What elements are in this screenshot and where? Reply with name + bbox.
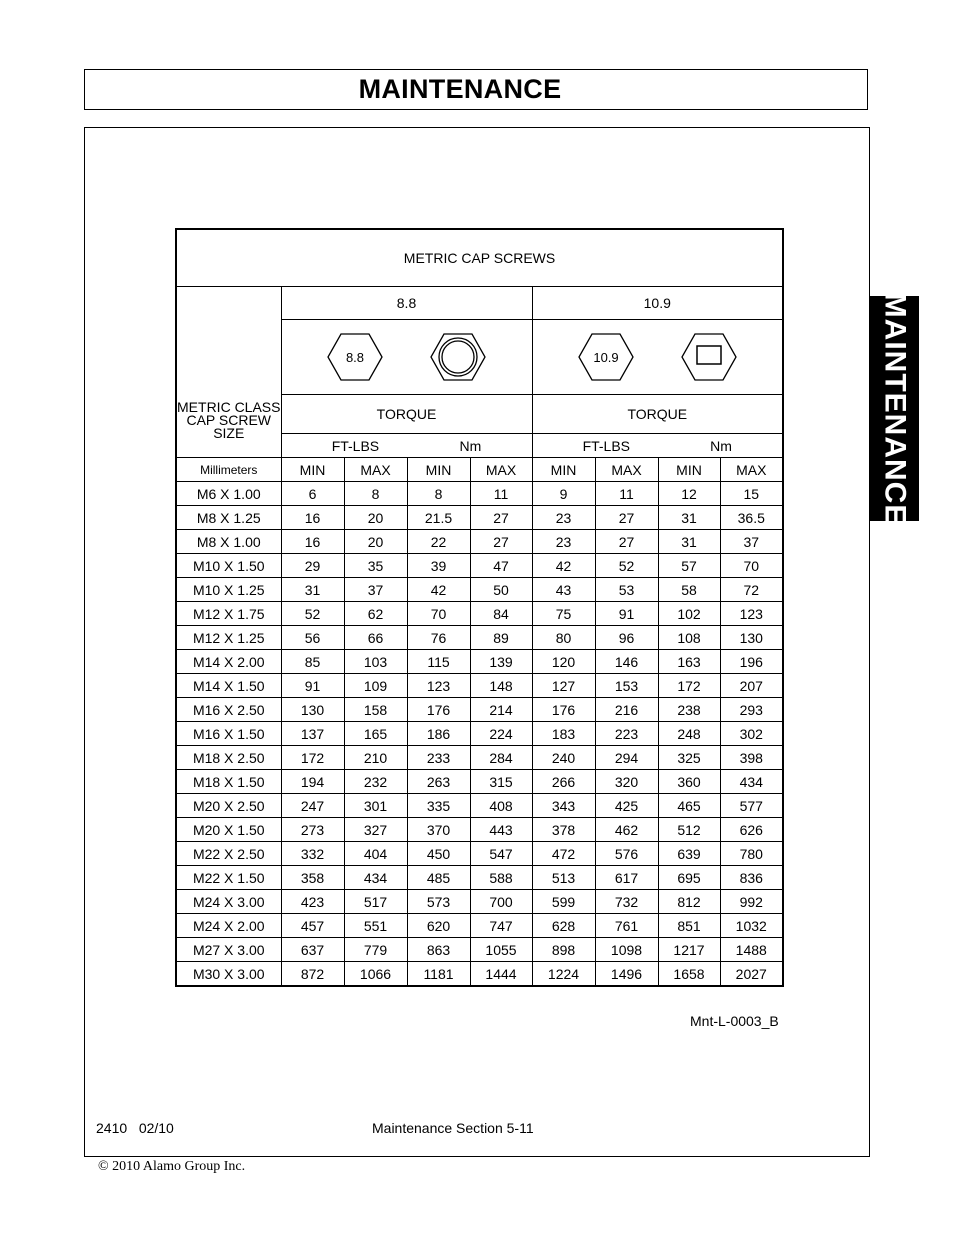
torque-value-cell: 512	[658, 818, 720, 842]
torque-value-cell: 11	[470, 482, 532, 506]
torque-value-cell: 472	[532, 842, 595, 866]
torque-value-cell: 148	[470, 674, 532, 698]
table-row	[176, 578, 783, 602]
torque-value-cell: 320	[595, 770, 658, 794]
torque-value-cell: 301	[344, 794, 407, 818]
torque-value-cell: 232	[344, 770, 407, 794]
torque-value-cell: 23	[532, 530, 595, 554]
table-row	[176, 770, 783, 794]
torque-value-cell: 58	[658, 578, 720, 602]
torque-value-cell: 695	[658, 866, 720, 890]
torque-value-cell: 747	[470, 914, 532, 938]
torque-value-cell: 146	[595, 650, 658, 674]
torque-value-cell: 183	[532, 722, 595, 746]
torque-value-cell: 9	[532, 482, 595, 506]
torque-value-cell: 210	[344, 746, 407, 770]
col-header-min: MIN	[281, 458, 344, 482]
page-title: MAINTENANCE	[358, 74, 562, 104]
side-tab-label: MAINTENANCE	[878, 292, 912, 525]
torque-value-cell: 103	[344, 650, 407, 674]
torque-value-cell: 423	[281, 890, 344, 914]
torque-value-cell: 139	[470, 650, 532, 674]
torque-value-cell: 812	[658, 890, 720, 914]
table-row	[176, 938, 783, 962]
table-row	[176, 890, 783, 914]
table-row	[176, 506, 783, 530]
figure-reference-code: Mnt-L-0003_B	[690, 1013, 779, 1029]
torque-value-cell: 434	[344, 866, 407, 890]
torque-value-cell: 465	[658, 794, 720, 818]
torque-value-cell: 214	[470, 698, 532, 722]
torque-value-cell: 6	[281, 482, 344, 506]
table-row	[176, 866, 783, 890]
torque-value-cell: 360	[658, 770, 720, 794]
torque-value-cell: 172	[658, 674, 720, 698]
torque-value-cell: 11	[595, 482, 658, 506]
torque-value-cell: 163	[658, 650, 720, 674]
torque-value-cell: 31	[281, 578, 344, 602]
col-header-min: MIN	[658, 458, 720, 482]
socket-head-circle-icon	[430, 332, 486, 382]
torque-value-cell: 780	[720, 842, 783, 866]
torque-value-cell: 36.5	[720, 506, 783, 530]
screw-size-cell: M30 X 3.00	[176, 962, 281, 987]
units-cell-10-9	[532, 434, 783, 458]
torque-value-cell: 294	[595, 746, 658, 770]
size-label-line-3: SIZE	[213, 425, 245, 441]
table-title: METRIC CAP SCREWS	[176, 229, 783, 287]
unit-ft-lbs: FT-LBS	[582, 437, 631, 454]
torque-value-cell: 434	[720, 770, 783, 794]
torque-value-cell: 176	[532, 698, 595, 722]
torque-value-cell: 123	[720, 602, 783, 626]
torque-value-cell: 779	[344, 938, 407, 962]
table-row	[176, 602, 783, 626]
torque-value-cell: 16	[281, 530, 344, 554]
torque-value-cell: 732	[595, 890, 658, 914]
torque-value-cell: 1217	[658, 938, 720, 962]
torque-value-cell: 576	[595, 842, 658, 866]
col-header-max: MAX	[720, 458, 783, 482]
torque-value-cell: 20	[344, 530, 407, 554]
torque-value-cell: 617	[595, 866, 658, 890]
torque-value-cell: 263	[407, 770, 470, 794]
table-row	[176, 530, 783, 554]
screw-size-cell: M22 X 2.50	[176, 842, 281, 866]
torque-value-cell: 207	[720, 674, 783, 698]
torque-value-cell: 23	[532, 506, 595, 530]
torque-value-cell: 457	[281, 914, 344, 938]
torque-value-cell: 517	[344, 890, 407, 914]
torque-value-cell: 35	[344, 554, 407, 578]
torque-value-cell: 130	[720, 626, 783, 650]
torque-value-cell: 27	[595, 530, 658, 554]
screw-size-cell: M20 X 1.50	[176, 818, 281, 842]
torque-value-cell: 335	[407, 794, 470, 818]
screw-size-cell: M16 X 2.50	[176, 698, 281, 722]
torque-value-cell: 39	[407, 554, 470, 578]
screw-size-cell: M14 X 2.00	[176, 650, 281, 674]
torque-value-cell: 172	[281, 746, 344, 770]
torque-value-cell: 247	[281, 794, 344, 818]
table-row	[176, 842, 783, 866]
section-side-tab	[869, 292, 919, 525]
torque-value-cell: 315	[470, 770, 532, 794]
torque-value-cell: 851	[658, 914, 720, 938]
torque-value-cell: 120	[532, 650, 595, 674]
torque-value-cell: 47	[470, 554, 532, 578]
torque-value-cell: 89	[470, 626, 532, 650]
torque-value-cell: 302	[720, 722, 783, 746]
torque-value-cell: 96	[595, 626, 658, 650]
col-header-min: MIN	[532, 458, 595, 482]
torque-value-cell: 599	[532, 890, 595, 914]
torque-value-cell: 836	[720, 866, 783, 890]
hex-head-10-9-icon	[578, 332, 634, 382]
table-row	[176, 914, 783, 938]
torque-value-cell: 57	[658, 554, 720, 578]
table-row	[176, 722, 783, 746]
torque-value-cell: 75	[532, 602, 595, 626]
torque-value-cell: 37	[720, 530, 783, 554]
torque-value-cell: 15	[720, 482, 783, 506]
torque-value-cell: 53	[595, 578, 658, 602]
torque-value-cell: 27	[595, 506, 658, 530]
icons-cell-10-9	[532, 320, 783, 395]
torque-value-cell: 42	[532, 554, 595, 578]
col-header-max: MAX	[344, 458, 407, 482]
torque-value-cell: 1224	[532, 962, 595, 987]
torque-value-cell: 620	[407, 914, 470, 938]
screw-size-cell: M24 X 3.00	[176, 890, 281, 914]
screw-size-cell: M18 X 2.50	[176, 746, 281, 770]
torque-value-cell: 224	[470, 722, 532, 746]
torque-value-cell: 27	[470, 530, 532, 554]
torque-value-cell: 196	[720, 650, 783, 674]
torque-value-cell: 12	[658, 482, 720, 506]
table-row	[176, 962, 783, 987]
torque-value-cell: 102	[658, 602, 720, 626]
torque-value-cell: 358	[281, 866, 344, 890]
torque-value-cell: 66	[344, 626, 407, 650]
torque-value-cell: 8	[344, 482, 407, 506]
torque-value-cell: 700	[470, 890, 532, 914]
torque-value-cell: 761	[595, 914, 658, 938]
unit-nm: Nm	[459, 437, 482, 454]
torque-value-cell: 626	[720, 818, 783, 842]
torque-value-cell: 22	[407, 530, 470, 554]
torque-value-cell: 485	[407, 866, 470, 890]
torque-value-cell: 42	[407, 578, 470, 602]
table-row	[176, 482, 783, 506]
torque-value-cell: 1181	[407, 962, 470, 987]
torque-value-cell: 293	[720, 698, 783, 722]
table-row	[176, 674, 783, 698]
screw-size-cell: M10 X 1.50	[176, 554, 281, 578]
torque-value-cell: 70	[407, 602, 470, 626]
torque-value-cell: 327	[344, 818, 407, 842]
torque-value-cell: 76	[407, 626, 470, 650]
torque-value-cell: 378	[532, 818, 595, 842]
icons-cell-8-8	[281, 320, 532, 395]
torque-value-cell: 50	[470, 578, 532, 602]
torque-value-cell: 37	[344, 578, 407, 602]
torque-value-cell: 137	[281, 722, 344, 746]
torque-value-cell: 450	[407, 842, 470, 866]
torque-value-cell: 238	[658, 698, 720, 722]
torque-value-cell: 872	[281, 962, 344, 987]
torque-value-cell: 16	[281, 506, 344, 530]
header-box	[84, 69, 868, 110]
table-row	[176, 626, 783, 650]
col-header-max: MAX	[470, 458, 532, 482]
torque-value-cell: 284	[470, 746, 532, 770]
copyright: © 2010 Alamo Group Inc.	[98, 1159, 246, 1174]
torque-value-cell: 577	[720, 794, 783, 818]
socket-head-square-icon	[681, 332, 737, 382]
torque-value-cell: 1658	[658, 962, 720, 987]
screw-size-cell: M16 X 1.50	[176, 722, 281, 746]
torque-value-cell: 551	[344, 914, 407, 938]
metric-cap-screw-torque-table	[175, 228, 784, 987]
torque-value-cell: 223	[595, 722, 658, 746]
table-row	[176, 794, 783, 818]
size-label-line-2: CAP SCREW	[186, 412, 272, 428]
torque-value-cell: 462	[595, 818, 658, 842]
torque-value-cell: 8	[407, 482, 470, 506]
hex-label-8-8: 8.8	[345, 350, 365, 365]
torque-value-cell: 1444	[470, 962, 532, 987]
torque-value-cell: 130	[281, 698, 344, 722]
torque-value-cell: 91	[595, 602, 658, 626]
torque-value-cell: 176	[407, 698, 470, 722]
table-row	[176, 746, 783, 770]
screw-size-cell: M20 X 2.50	[176, 794, 281, 818]
screw-size-cell: M10 X 1.25	[176, 578, 281, 602]
col-header-max: MAX	[595, 458, 658, 482]
torque-value-cell: 27	[470, 506, 532, 530]
torque-value-cell: 70	[720, 554, 783, 578]
torque-value-cell: 1066	[344, 962, 407, 987]
torque-value-cell: 325	[658, 746, 720, 770]
torque-value-cell: 56	[281, 626, 344, 650]
table-row	[176, 818, 783, 842]
torque-value-cell: 85	[281, 650, 344, 674]
torque-value-cell: 443	[470, 818, 532, 842]
table-row	[176, 650, 783, 674]
torque-value-cell: 573	[407, 890, 470, 914]
screw-size-cell: M6 X 1.00	[176, 482, 281, 506]
torque-value-cell: 158	[344, 698, 407, 722]
torque-value-cell: 513	[532, 866, 595, 890]
torque-value-cell: 408	[470, 794, 532, 818]
torque-value-cell: 31	[658, 506, 720, 530]
torque-value-cell: 52	[281, 602, 344, 626]
torque-value-cell: 1055	[470, 938, 532, 962]
footer-model-date: 2410 02/10	[96, 1120, 174, 1136]
torque-value-cell: 637	[281, 938, 344, 962]
torque-value-cell: 240	[532, 746, 595, 770]
screw-size-cell: M12 X 1.75	[176, 602, 281, 626]
torque-value-cell: 153	[595, 674, 658, 698]
torque-value-cell: 404	[344, 842, 407, 866]
torque-value-cell: 20	[344, 506, 407, 530]
torque-header-8-8: TORQUE	[281, 395, 532, 434]
hex-label-10-9: 10.9	[593, 350, 619, 365]
torque-value-cell: 547	[470, 842, 532, 866]
torque-value-cell: 127	[532, 674, 595, 698]
torque-value-cell: 29	[281, 554, 344, 578]
torque-value-cell: 588	[470, 866, 532, 890]
screw-size-cell: M8 X 1.00	[176, 530, 281, 554]
screw-size-cell: M18 X 1.50	[176, 770, 281, 794]
torque-value-cell: 639	[658, 842, 720, 866]
torque-value-cell: 1032	[720, 914, 783, 938]
torque-value-cell: 43	[532, 578, 595, 602]
size-column-header	[176, 287, 281, 458]
footer-section: Maintenance Section 5-11	[372, 1120, 534, 1136]
class-header-8-8: 8.8	[281, 287, 532, 320]
torque-value-cell: 123	[407, 674, 470, 698]
torque-value-cell: 91	[281, 674, 344, 698]
millimeters-label: Millimeters	[176, 458, 281, 482]
torque-value-cell: 425	[595, 794, 658, 818]
col-header-min: MIN	[407, 458, 470, 482]
torque-value-cell: 1488	[720, 938, 783, 962]
screw-size-cell: M24 X 2.00	[176, 914, 281, 938]
screw-size-cell: M22 X 1.50	[176, 866, 281, 890]
torque-header-10-9: TORQUE	[532, 395, 783, 434]
torque-value-cell: 80	[532, 626, 595, 650]
torque-value-cell: 898	[532, 938, 595, 962]
torque-value-cell: 343	[532, 794, 595, 818]
torque-value-cell: 108	[658, 626, 720, 650]
torque-value-cell: 2027	[720, 962, 783, 987]
torque-value-cell: 21.5	[407, 506, 470, 530]
torque-value-cell: 266	[532, 770, 595, 794]
unit-ft-lbs: FT-LBS	[331, 437, 380, 454]
torque-value-cell: 216	[595, 698, 658, 722]
size-label-line-1: METRIC CLASS	[177, 399, 281, 415]
torque-value-cell: 863	[407, 938, 470, 962]
torque-value-cell: 84	[470, 602, 532, 626]
screw-size-cell: M12 X 1.25	[176, 626, 281, 650]
torque-value-cell: 1098	[595, 938, 658, 962]
torque-value-cell: 115	[407, 650, 470, 674]
torque-value-cell: 398	[720, 746, 783, 770]
torque-value-cell: 332	[281, 842, 344, 866]
torque-value-cell: 233	[407, 746, 470, 770]
screw-size-cell: M14 X 1.50	[176, 674, 281, 698]
torque-value-cell: 628	[532, 914, 595, 938]
torque-value-cell: 72	[720, 578, 783, 602]
torque-value-cell: 273	[281, 818, 344, 842]
torque-value-cell: 186	[407, 722, 470, 746]
torque-value-cell: 52	[595, 554, 658, 578]
torque-value-cell: 31	[658, 530, 720, 554]
torque-value-cell: 1496	[595, 962, 658, 987]
table-row	[176, 698, 783, 722]
torque-value-cell: 165	[344, 722, 407, 746]
torque-value-cell: 370	[407, 818, 470, 842]
screw-size-cell: M27 X 3.00	[176, 938, 281, 962]
screw-size-cell: M8 X 1.25	[176, 506, 281, 530]
torque-value-cell: 992	[720, 890, 783, 914]
units-cell-8-8	[281, 434, 532, 458]
torque-value-cell: 248	[658, 722, 720, 746]
torque-value-cell: 109	[344, 674, 407, 698]
table-row	[176, 554, 783, 578]
torque-value-cell: 62	[344, 602, 407, 626]
hex-head-8-8-icon	[327, 332, 383, 382]
class-header-10-9: 10.9	[532, 287, 783, 320]
torque-value-cell: 194	[281, 770, 344, 794]
unit-nm: Nm	[710, 437, 732, 454]
min-max-header-row	[176, 458, 783, 482]
